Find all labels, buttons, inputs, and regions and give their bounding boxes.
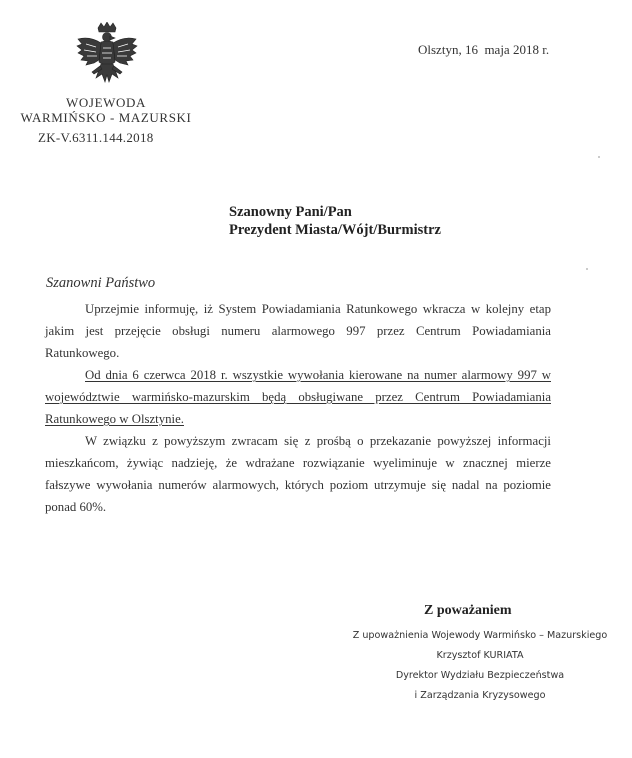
issuer-line-2: WARMIŃSKO - MAZURSKI: [20, 110, 192, 125]
signature-line-1: Z upoważnienia Wojewody Warmińsko – Mazurskiego: [352, 630, 608, 641]
letter-date: Olsztyn, 16 maja 2018 r.: [418, 42, 550, 57]
signature-line-4: i Zarządzania Kryzysowego: [414, 690, 546, 701]
reference-number: ZK-V.6311.144.2018: [38, 130, 154, 145]
recipient-line-2: Prezydent Miasta/Wójt/Burmistrz: [229, 222, 441, 238]
recipient-line-1: Szanowny Pani/Pan: [229, 204, 352, 220]
signature-line-2: Krzysztof KURIATA: [436, 650, 524, 661]
recipient-block: [229, 203, 441, 239]
scan-speck: [598, 156, 600, 158]
paragraph-1: Uprzejmie informuję, iż System Powiadamiania Ratunkowego wkracza w kolejny etap jakim jest przejęcie obsługi numeru alarmowego 997 przez Centrum Powiadamiania Ratunkowego.: [45, 302, 551, 360]
paragraph-2-underlined: Od dnia 6 czerwca 2018 r. wszystkie wywołania kierowane na numer alarmowy 997 w województwie warmińsko-mazurskim będą obsługiwane przez Centrum Powiadamiania Ratunkowego w Olsztynie.: [45, 368, 551, 426]
polish-eagle-emblem-icon: [72, 22, 142, 92]
issuer-line-1: WOJEWODA: [66, 95, 146, 110]
paragraph-3: W związku z powyższym zwracam się z prośbą o przekazanie powyższej informacji mieszkańcom, żywiąc nadzieję, że wdrażane rozwiązanie wyeliminuje w znacznej mierze fałszywe wywołania numerów alarmowych, których poziom utrzymuje się nadal na poziomie ponad 60%.: [45, 434, 551, 514]
salutation: Szanowni Państwo: [46, 275, 156, 291]
signature-block: [330, 626, 630, 706]
issuer-name: [0, 95, 212, 125]
closing-phrase: Z poważaniem: [424, 603, 512, 618]
signature-line-3: Dyrektor Wydziału Bezpieczeństwa: [395, 670, 565, 681]
letter-body: [45, 298, 551, 518]
scan-speck: [586, 268, 588, 270]
